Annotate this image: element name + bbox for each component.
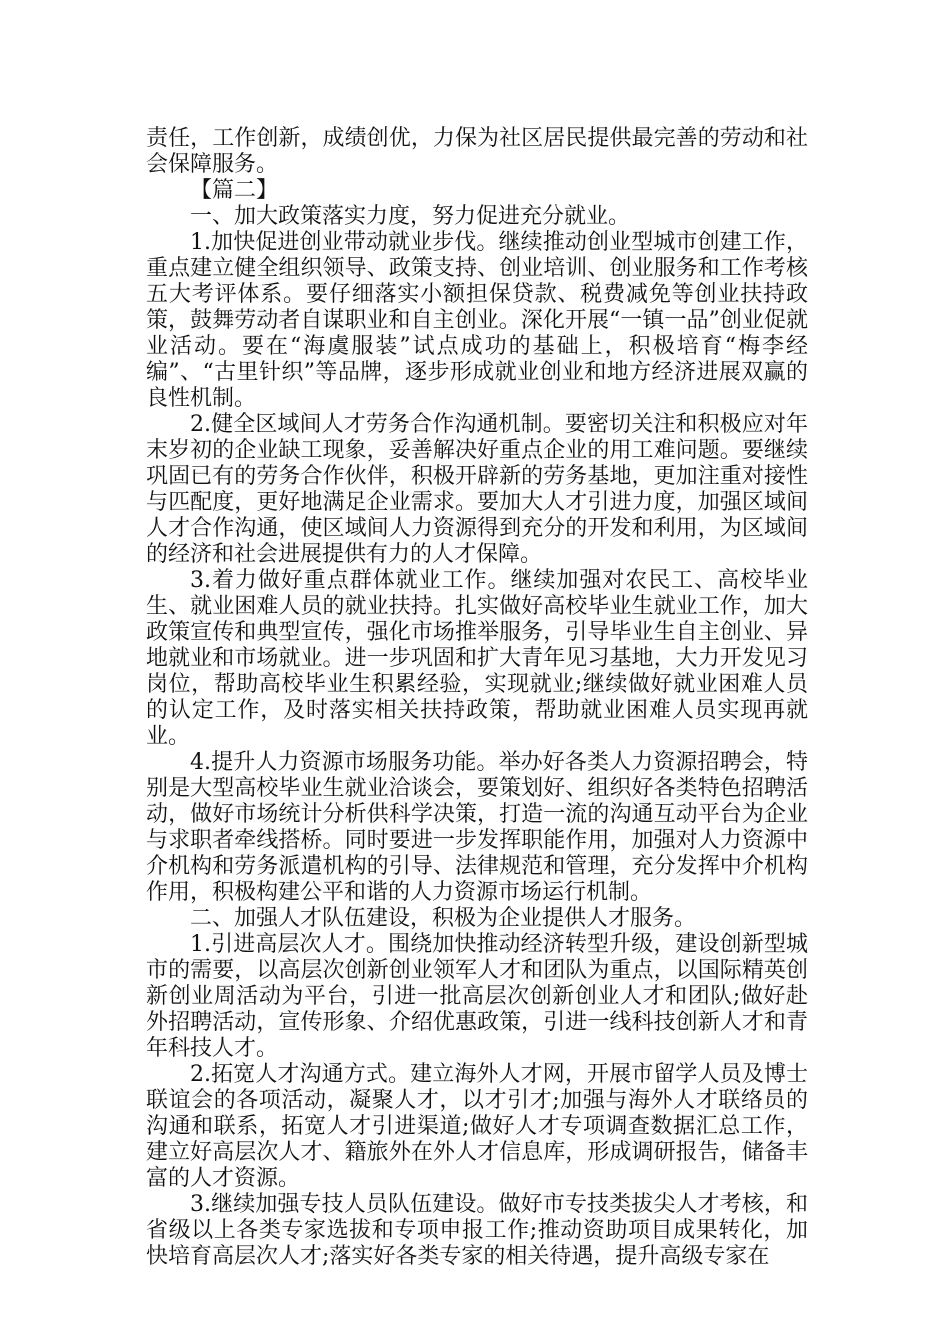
section-heading: 【篇二】 bbox=[190, 178, 279, 203]
paragraph: 2.拓宽人才沟通方式。建立海外人才网，开展市留学人员及博士联谊会的各项活动，凝聚人才，以才引才;加强与海外人才联络员的沟通和联系，拓宽人才引进渠道;做好人才专项调查数据汇总工作，建立好高层次人才、籍旅外在外人才信息库，形成调研报告，储备丰富的人才资源。 bbox=[146, 1062, 808, 1191]
paragraph: 3.继续加强专技人员队伍建设。做好市专技类拔尖人才考核，和省级以上各类专家选拔和专项申报工作;推动资助项目成果转化，加快培育高层次人才;落实好各类专家的相关待遇，提升高级专家在 bbox=[146, 1192, 808, 1269]
paragraph: 责任，工作创新，成绩创优，力保为社区居民提供最完善的劳动和社会保障服务。 bbox=[146, 126, 808, 177]
paragraph: 1.加快促进创业带动就业步伐。继续推动创业型城市创建工作，重点建立健全组织领导、政策支持、创业培训、创业服务和工作考核五大考评体系。要仔细落实小额担保贷款、税费减免等创业扶持政策，鼓舞劳动者自谋职业和自主创业。深化开展“一镇一品”创业促就业活动。要在“海虞服装”试点成功的基础上，积极培育“梅李经编”、“古里针织”等品牌，逐步形成就业创业和地方经济进展双赢的良性机制。 bbox=[146, 230, 808, 411]
paragraph: 1.引进高层次人才。围绕加快推动经济转型升级，建设创新型城市的需要，以高层次创新创业领军人才和团队为重点，以国际精英创新创业周活动为平台，引进一批高层次创新创业人才和团队;做好赴外招聘活动，宣传形象、介绍优惠政策，引进一线科技创新人才和青年科技人才。 bbox=[146, 932, 808, 1061]
paragraph: 2.健全区域间人才劳务合作沟通机制。要密切关注和积极应对年末岁初的企业缺工现象，妥善解决好重点企业的用工难问题。要继续巩固已有的劳务合作伙伴，积极开辟新的劳务基地，更加注重对接性与匹配度，更好地满足企业需求。要加大人才引进力度，加强区域间人才合作沟通，使区域间人力资源得到充分的开发和利用，为区域间的经济和社会进展提供有力的人才保障。 bbox=[146, 412, 808, 567]
section-title: 一、加大政策落实力度，努力促进充分就业。 bbox=[190, 204, 631, 229]
section-title: 二、加强人才队伍建设，积极为企业提供人才服务。 bbox=[190, 906, 697, 931]
document-body bbox=[146, 126, 808, 1270]
paragraph: 4.提升人力资源市场服务功能。举办好各类人力资源招聘会，特别是大型高校毕业生就业洽谈会，要策划好、组织好各类特色招聘活动，做好市场统计分析供科学决策，打造一流的沟通互动平台为企业与求职者牵线搭桥。同时要进一步发挥职能作用，加强对人力资源中介机构和劳务派遣机构的引导、法律规范和管理，充分发挥中介机构作用，积极构建公平和谐的人力资源市场运行机制。 bbox=[146, 750, 808, 905]
paragraph: 3.着力做好重点群体就业工作。继续加强对农民工、高校毕业生、就业困难人员的就业扶持。扎实做好高校毕业生就业工作，加大政策宣传和典型宣传，强化市场推举服务，引导毕业生自主创业、异地就业和市场就业。进一步巩固和扩大青年见习基地，大力开发见习岗位，帮助高校毕业生积累经验，实现就业;继续做好就业困难人员的认定工作，及时落实相关扶持政策，帮助就业困难人员实现再就业。 bbox=[146, 568, 808, 749]
